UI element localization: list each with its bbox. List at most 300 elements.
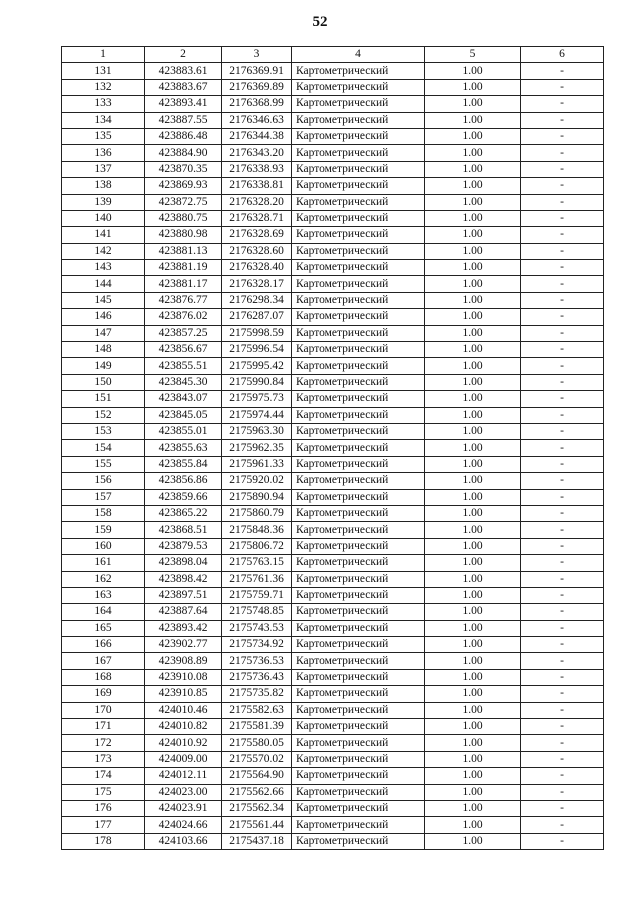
accuracy-cell: 1.00 <box>425 194 521 210</box>
note-cell: - <box>521 522 604 538</box>
point-number-cell: 149 <box>62 358 145 374</box>
y-coordinate-cell: 2175736.43 <box>222 669 292 685</box>
point-number-cell: 163 <box>62 587 145 603</box>
note-cell: - <box>521 161 604 177</box>
method-cell: Картометрический <box>292 473 425 489</box>
note-cell: - <box>521 817 604 833</box>
accuracy-cell: 1.00 <box>425 538 521 554</box>
accuracy-cell: 1.00 <box>425 505 521 521</box>
x-coordinate-cell: 423856.67 <box>145 342 222 358</box>
method-cell: Картометрический <box>292 784 425 800</box>
accuracy-cell: 1.00 <box>425 571 521 587</box>
accuracy-cell: 1.00 <box>425 342 521 358</box>
x-coordinate-cell: 423910.08 <box>145 669 222 685</box>
point-number-cell: 154 <box>62 440 145 456</box>
table-row <box>62 784 604 800</box>
x-coordinate-cell: 423902.77 <box>145 637 222 653</box>
method-cell: Картометрический <box>292 686 425 702</box>
point-number-cell: 141 <box>62 227 145 243</box>
note-cell: - <box>521 489 604 505</box>
note-cell: - <box>521 735 604 751</box>
method-cell: Картометрический <box>292 719 425 735</box>
table-row <box>62 227 604 243</box>
accuracy-cell: 1.00 <box>425 751 521 767</box>
point-number-cell: 147 <box>62 325 145 341</box>
table-row <box>62 210 604 226</box>
method-cell: Картометрический <box>292 96 425 112</box>
y-coordinate-cell: 2176328.40 <box>222 260 292 276</box>
method-cell: Картометрический <box>292 178 425 194</box>
table-row <box>62 96 604 112</box>
accuracy-cell: 1.00 <box>425 833 521 849</box>
accuracy-cell: 1.00 <box>425 63 521 79</box>
note-cell: - <box>521 833 604 849</box>
y-coordinate-cell: 2175736.53 <box>222 653 292 669</box>
accuracy-cell: 1.00 <box>425 325 521 341</box>
accuracy-cell: 1.00 <box>425 112 521 128</box>
table-row <box>62 751 604 767</box>
y-coordinate-cell: 2175763.15 <box>222 555 292 571</box>
note-cell: - <box>521 423 604 439</box>
note-cell: - <box>521 800 604 816</box>
note-cell: - <box>521 407 604 423</box>
note-cell: - <box>521 473 604 489</box>
x-coordinate-cell: 423887.64 <box>145 604 222 620</box>
accuracy-cell: 1.00 <box>425 260 521 276</box>
x-coordinate-cell: 424023.00 <box>145 784 222 800</box>
note-cell: - <box>521 358 604 374</box>
x-coordinate-cell: 424009.00 <box>145 751 222 767</box>
y-coordinate-cell: 2176343.20 <box>222 145 292 161</box>
y-coordinate-cell: 2175734.92 <box>222 637 292 653</box>
accuracy-cell: 1.00 <box>425 719 521 735</box>
note-cell: - <box>521 538 604 554</box>
accuracy-cell: 1.00 <box>425 96 521 112</box>
point-number-cell: 165 <box>62 620 145 636</box>
method-cell: Картометрический <box>292 768 425 784</box>
x-coordinate-cell: 423893.41 <box>145 96 222 112</box>
accuracy-cell: 1.00 <box>425 604 521 620</box>
x-coordinate-cell: 424024.66 <box>145 817 222 833</box>
point-number-cell: 151 <box>62 391 145 407</box>
x-coordinate-cell: 423872.75 <box>145 194 222 210</box>
method-cell: Картометрический <box>292 260 425 276</box>
x-coordinate-cell: 424023.91 <box>145 800 222 816</box>
method-cell: Картометрический <box>292 194 425 210</box>
note-cell: - <box>521 555 604 571</box>
y-coordinate-cell: 2175974.44 <box>222 407 292 423</box>
accuracy-cell: 1.00 <box>425 587 521 603</box>
method-cell: Картометрический <box>292 440 425 456</box>
x-coordinate-cell: 423876.02 <box>145 309 222 325</box>
method-cell: Картометрический <box>292 63 425 79</box>
x-coordinate-cell: 423845.05 <box>145 407 222 423</box>
point-number-cell: 158 <box>62 505 145 521</box>
x-coordinate-cell: 423869.93 <box>145 178 222 194</box>
x-coordinate-cell: 423855.51 <box>145 358 222 374</box>
y-coordinate-cell: 2175806.72 <box>222 538 292 554</box>
x-coordinate-cell: 423855.01 <box>145 423 222 439</box>
note-cell: - <box>521 604 604 620</box>
y-coordinate-cell: 2175561.44 <box>222 817 292 833</box>
point-number-cell: 153 <box>62 423 145 439</box>
method-cell: Картометрический <box>292 669 425 685</box>
method-cell: Картометрический <box>292 128 425 144</box>
x-coordinate-cell: 424103.66 <box>145 833 222 849</box>
point-number-cell: 177 <box>62 817 145 833</box>
point-number-cell: 148 <box>62 342 145 358</box>
accuracy-cell: 1.00 <box>425 358 521 374</box>
x-coordinate-cell: 423880.75 <box>145 210 222 226</box>
accuracy-cell: 1.00 <box>425 784 521 800</box>
table-row <box>62 719 604 735</box>
y-coordinate-cell: 2176298.34 <box>222 292 292 308</box>
method-cell: Картометрический <box>292 702 425 718</box>
coordinates-table <box>61 46 604 850</box>
point-number-cell: 143 <box>62 260 145 276</box>
y-coordinate-cell: 2175963.30 <box>222 423 292 439</box>
point-number-cell: 168 <box>62 669 145 685</box>
x-coordinate-cell: 424012.11 <box>145 768 222 784</box>
y-coordinate-cell: 2175564.90 <box>222 768 292 784</box>
point-number-cell: 140 <box>62 210 145 226</box>
x-coordinate-cell: 423855.63 <box>145 440 222 456</box>
point-number-cell: 142 <box>62 243 145 259</box>
y-coordinate-cell: 2176338.81 <box>222 178 292 194</box>
y-coordinate-cell: 2175920.02 <box>222 473 292 489</box>
note-cell: - <box>521 309 604 325</box>
method-cell: Картометрический <box>292 817 425 833</box>
point-number-cell: 137 <box>62 161 145 177</box>
table-row <box>62 620 604 636</box>
point-number-cell: 176 <box>62 800 145 816</box>
point-number-cell: 156 <box>62 473 145 489</box>
note-cell: - <box>521 719 604 735</box>
y-coordinate-cell: 2176369.89 <box>222 79 292 95</box>
method-cell: Картометрический <box>292 637 425 653</box>
x-coordinate-cell: 423881.19 <box>145 260 222 276</box>
point-number-cell: 152 <box>62 407 145 423</box>
x-coordinate-cell: 423881.17 <box>145 276 222 292</box>
method-cell: Картометрический <box>292 391 425 407</box>
x-coordinate-cell: 424010.46 <box>145 702 222 718</box>
y-coordinate-cell: 2175998.59 <box>222 325 292 341</box>
x-coordinate-cell: 423897.51 <box>145 587 222 603</box>
y-coordinate-cell: 2175962.35 <box>222 440 292 456</box>
table-row <box>62 604 604 620</box>
x-coordinate-cell: 423910.85 <box>145 686 222 702</box>
method-cell: Картометрический <box>292 342 425 358</box>
method-cell: Картометрический <box>292 604 425 620</box>
x-coordinate-cell: 423883.61 <box>145 63 222 79</box>
y-coordinate-cell: 2175743.53 <box>222 620 292 636</box>
note-cell: - <box>521 325 604 341</box>
y-coordinate-cell: 2176328.71 <box>222 210 292 226</box>
y-coordinate-cell: 2175581.39 <box>222 719 292 735</box>
note-cell: - <box>521 374 604 390</box>
accuracy-cell: 1.00 <box>425 456 521 472</box>
x-coordinate-cell: 423845.30 <box>145 374 222 390</box>
note-cell: - <box>521 276 604 292</box>
point-number-cell: 155 <box>62 456 145 472</box>
y-coordinate-cell: 2175996.54 <box>222 342 292 358</box>
point-number-cell: 161 <box>62 555 145 571</box>
accuracy-cell: 1.00 <box>425 391 521 407</box>
x-coordinate-cell: 423898.04 <box>145 555 222 571</box>
table-row <box>62 325 604 341</box>
point-number-cell: 162 <box>62 571 145 587</box>
accuracy-cell: 1.00 <box>425 145 521 161</box>
x-coordinate-cell: 423868.51 <box>145 522 222 538</box>
point-number-cell: 134 <box>62 112 145 128</box>
note-cell: - <box>521 669 604 685</box>
accuracy-cell: 1.00 <box>425 309 521 325</box>
note-cell: - <box>521 96 604 112</box>
method-cell: Картометрический <box>292 800 425 816</box>
point-number-cell: 169 <box>62 686 145 702</box>
table-row <box>62 538 604 554</box>
y-coordinate-cell: 2176344.38 <box>222 128 292 144</box>
note-cell: - <box>521 79 604 95</box>
x-coordinate-cell: 423876.77 <box>145 292 222 308</box>
x-coordinate-cell: 423883.67 <box>145 79 222 95</box>
accuracy-cell: 1.00 <box>425 473 521 489</box>
table-row <box>62 489 604 505</box>
table-row <box>62 128 604 144</box>
accuracy-cell: 1.00 <box>425 243 521 259</box>
table-row <box>62 473 604 489</box>
x-coordinate-cell: 423865.22 <box>145 505 222 521</box>
y-coordinate-cell: 2176338.93 <box>222 161 292 177</box>
accuracy-cell: 1.00 <box>425 210 521 226</box>
table-row <box>62 669 604 685</box>
method-cell: Картометрический <box>292 653 425 669</box>
method-cell: Картометрический <box>292 112 425 128</box>
point-number-cell: 171 <box>62 719 145 735</box>
x-coordinate-cell: 424010.82 <box>145 719 222 735</box>
method-cell: Картометрический <box>292 243 425 259</box>
x-coordinate-cell: 424010.92 <box>145 735 222 751</box>
table-row <box>62 800 604 816</box>
table-row <box>62 79 604 95</box>
table-row <box>62 522 604 538</box>
x-coordinate-cell: 423879.53 <box>145 538 222 554</box>
table-row <box>62 653 604 669</box>
table-row <box>62 555 604 571</box>
method-cell: Картометрический <box>292 227 425 243</box>
method-cell: Картометрический <box>292 309 425 325</box>
point-number-cell: 164 <box>62 604 145 620</box>
y-coordinate-cell: 2176328.17 <box>222 276 292 292</box>
point-number-cell: 145 <box>62 292 145 308</box>
method-cell: Картометрический <box>292 374 425 390</box>
point-number-cell: 160 <box>62 538 145 554</box>
method-cell: Картометрический <box>292 489 425 505</box>
accuracy-cell: 1.00 <box>425 440 521 456</box>
x-coordinate-cell: 423857.25 <box>145 325 222 341</box>
method-cell: Картометрический <box>292 407 425 423</box>
y-coordinate-cell: 2175995.42 <box>222 358 292 374</box>
x-coordinate-cell: 423886.48 <box>145 128 222 144</box>
accuracy-cell: 1.00 <box>425 407 521 423</box>
point-number-cell: 157 <box>62 489 145 505</box>
point-number-cell: 132 <box>62 79 145 95</box>
y-coordinate-cell: 2176328.20 <box>222 194 292 210</box>
accuracy-cell: 1.00 <box>425 227 521 243</box>
point-number-cell: 139 <box>62 194 145 210</box>
accuracy-cell: 1.00 <box>425 653 521 669</box>
method-cell: Картометрический <box>292 456 425 472</box>
table-row <box>62 407 604 423</box>
y-coordinate-cell: 2175890.94 <box>222 489 292 505</box>
method-cell: Картометрический <box>292 587 425 603</box>
note-cell: - <box>521 620 604 636</box>
table-row <box>62 571 604 587</box>
accuracy-cell: 1.00 <box>425 374 521 390</box>
y-coordinate-cell: 2176328.69 <box>222 227 292 243</box>
table-row <box>62 161 604 177</box>
point-number-cell: 178 <box>62 833 145 849</box>
y-coordinate-cell: 2175975.73 <box>222 391 292 407</box>
column-header: 6 <box>521 47 604 63</box>
column-header: 2 <box>145 47 222 63</box>
x-coordinate-cell: 423887.55 <box>145 112 222 128</box>
method-cell: Картометрический <box>292 833 425 849</box>
point-number-cell: 135 <box>62 128 145 144</box>
note-cell: - <box>521 587 604 603</box>
method-cell: Картометрический <box>292 276 425 292</box>
point-number-cell: 136 <box>62 145 145 161</box>
point-number-cell: 167 <box>62 653 145 669</box>
y-coordinate-cell: 2175759.71 <box>222 587 292 603</box>
table-row <box>62 505 604 521</box>
accuracy-cell: 1.00 <box>425 423 521 439</box>
x-coordinate-cell: 423870.35 <box>145 161 222 177</box>
accuracy-cell: 1.00 <box>425 735 521 751</box>
accuracy-cell: 1.00 <box>425 522 521 538</box>
accuracy-cell: 1.00 <box>425 800 521 816</box>
table-row <box>62 358 604 374</box>
x-coordinate-cell: 423908.89 <box>145 653 222 669</box>
table-row <box>62 374 604 390</box>
page-number: 52 <box>312 14 328 30</box>
table-row <box>62 637 604 653</box>
table-row <box>62 178 604 194</box>
note-cell: - <box>521 391 604 407</box>
note-cell: - <box>521 440 604 456</box>
table-row <box>62 276 604 292</box>
table-row <box>62 817 604 833</box>
y-coordinate-cell: 2175562.34 <box>222 800 292 816</box>
note-cell: - <box>521 505 604 521</box>
method-cell: Картометрический <box>292 522 425 538</box>
y-coordinate-cell: 2175580.05 <box>222 735 292 751</box>
point-number-cell: 174 <box>62 768 145 784</box>
point-number-cell: 144 <box>62 276 145 292</box>
y-coordinate-cell: 2176368.99 <box>222 96 292 112</box>
note-cell: - <box>521 112 604 128</box>
table-body <box>62 63 604 850</box>
accuracy-cell: 1.00 <box>425 555 521 571</box>
table-row <box>62 194 604 210</box>
accuracy-cell: 1.00 <box>425 489 521 505</box>
x-coordinate-cell: 423880.98 <box>145 227 222 243</box>
x-coordinate-cell: 423884.90 <box>145 145 222 161</box>
note-cell: - <box>521 784 604 800</box>
note-cell: - <box>521 637 604 653</box>
method-cell: Картометрический <box>292 505 425 521</box>
table-row <box>62 833 604 849</box>
point-number-cell: 159 <box>62 522 145 538</box>
point-number-cell: 166 <box>62 637 145 653</box>
table-row <box>62 440 604 456</box>
method-cell: Картометрический <box>292 161 425 177</box>
table-row <box>62 342 604 358</box>
method-cell: Картометрический <box>292 620 425 636</box>
y-coordinate-cell: 2175437.18 <box>222 833 292 849</box>
note-cell: - <box>521 571 604 587</box>
note-cell: - <box>521 145 604 161</box>
note-cell: - <box>521 128 604 144</box>
x-coordinate-cell: 423898.42 <box>145 571 222 587</box>
table-row <box>62 309 604 325</box>
point-number-cell: 146 <box>62 309 145 325</box>
accuracy-cell: 1.00 <box>425 817 521 833</box>
x-coordinate-cell: 423843.07 <box>145 391 222 407</box>
y-coordinate-cell: 2175562.66 <box>222 784 292 800</box>
method-cell: Картометрический <box>292 751 425 767</box>
x-coordinate-cell: 423855.84 <box>145 456 222 472</box>
note-cell: - <box>521 686 604 702</box>
accuracy-cell: 1.00 <box>425 128 521 144</box>
y-coordinate-cell: 2176346.63 <box>222 112 292 128</box>
table-row <box>62 391 604 407</box>
point-number-cell: 133 <box>62 96 145 112</box>
table-row <box>62 292 604 308</box>
table-row <box>62 260 604 276</box>
note-cell: - <box>521 456 604 472</box>
note-cell: - <box>521 702 604 718</box>
method-cell: Картометрический <box>292 423 425 439</box>
x-coordinate-cell: 423859.66 <box>145 489 222 505</box>
table-row <box>62 686 604 702</box>
accuracy-cell: 1.00 <box>425 669 521 685</box>
note-cell: - <box>521 768 604 784</box>
method-cell: Картометрический <box>292 292 425 308</box>
method-cell: Картометрический <box>292 145 425 161</box>
table-row <box>62 735 604 751</box>
accuracy-cell: 1.00 <box>425 79 521 95</box>
accuracy-cell: 1.00 <box>425 292 521 308</box>
point-number-cell: 173 <box>62 751 145 767</box>
y-coordinate-cell: 2175761.36 <box>222 571 292 587</box>
x-coordinate-cell: 423881.13 <box>145 243 222 259</box>
x-coordinate-cell: 423893.42 <box>145 620 222 636</box>
x-coordinate-cell: 423856.86 <box>145 473 222 489</box>
table-row <box>62 702 604 718</box>
note-cell: - <box>521 751 604 767</box>
table-row <box>62 423 604 439</box>
note-cell: - <box>521 243 604 259</box>
method-cell: Картометрический <box>292 735 425 751</box>
y-coordinate-cell: 2175748.85 <box>222 604 292 620</box>
note-cell: - <box>521 227 604 243</box>
column-header: 1 <box>62 47 145 63</box>
method-cell: Картометрический <box>292 79 425 95</box>
note-cell: - <box>521 194 604 210</box>
y-coordinate-cell: 2175990.84 <box>222 374 292 390</box>
y-coordinate-cell: 2176328.60 <box>222 243 292 259</box>
